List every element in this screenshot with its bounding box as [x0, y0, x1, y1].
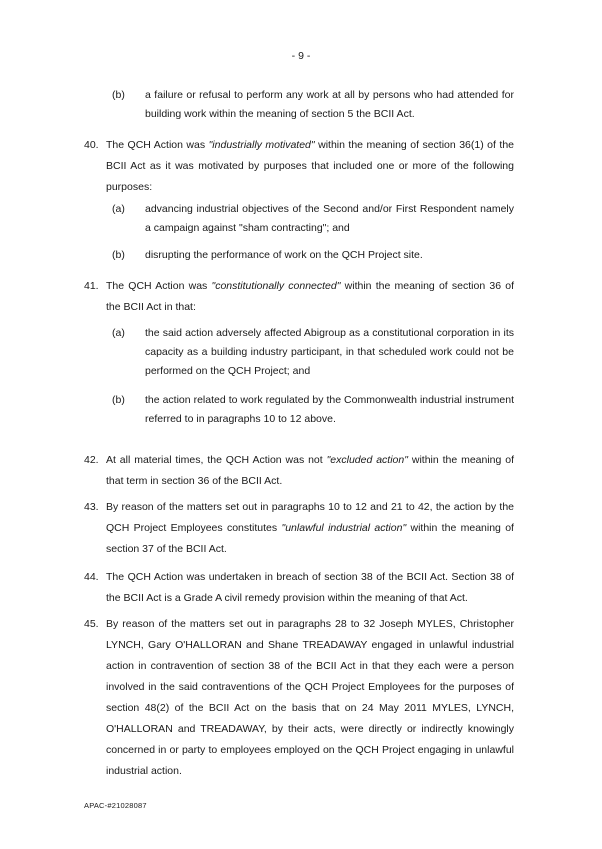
paragraph-40: [84, 135, 514, 198]
subparagraph-text: a failure or refusal to perform any work at all by persons who had attended for building work within the meaning of section 5 the BCII Act.: [145, 89, 514, 120]
defined-term: "excluded action": [326, 454, 408, 466]
paragraph-text: At all material times, the QCH Action was not "excluded action" within the meaning of that term in section 36 of the BCII Act.: [106, 454, 514, 487]
subparagraph-number: (b): [112, 394, 125, 406]
subparagraph-text: disrupting the performance of work on the QCH Project site.: [145, 249, 423, 261]
document-reference-footer: APAC-#21028087: [84, 801, 147, 810]
paragraph-45: [84, 614, 514, 782]
subparagraph-text: the action related to work regulated by the Commonwealth industrial instrument referred to in paragraphs 10 to 12 above.: [145, 394, 514, 425]
paragraph-number: 41.: [84, 280, 99, 292]
subparagraph-number: (b): [112, 89, 125, 101]
paragraph-text: The QCH Action was "industrially motivated" within the meaning of section 36(1) of the BCII Act as it was motivated by purposes that included one or more of the following purposes:: [106, 139, 515, 193]
subparagraph-number: (a): [112, 203, 125, 215]
defined-term: "constitutionally connected": [211, 280, 341, 292]
defined-term: "industrially motivated": [208, 139, 315, 151]
subparagraph-39b: [112, 86, 514, 124]
paragraph-43: [84, 497, 514, 560]
subparagraph-41b: [112, 391, 514, 429]
paragraph-text: By reason of the matters set out in paragraphs 10 to 12 and 21 to 42, the action by the QCH Project Employees constitutes "unlawful industrial action" within the meaning of section 37 of the BCII Act.: [106, 501, 514, 555]
paragraph-text: By reason of the matters set out in paragraphs 28 to 32 Joseph MYLES, Christopher LYNCH, Gary O'HALLORAN and Shane TREADAWAY engaged in unlawful industrial action in contravention of section 38 of the BCII Act in that they each were a person involved in the said contraventions of the QCH Project Employees for the purposes of section 48(2) of the BCII Act on the basis that on 24 May 2011 MYLES, LYNCH, O'HALLORAN and TREADAWAY, by their acts, were directly or indirectly knowingly concerned in or party to employees employed on the QCH Project engaging in unlawful industrial action.: [106, 618, 514, 777]
defined-term: "unlawful industrial action": [281, 522, 407, 534]
paragraph-number: 40.: [84, 139, 99, 151]
paragraph-text: The QCH Action was "constitutionally connected" within the meaning of section 36 of the BCII Act in that:: [106, 280, 515, 313]
subparagraph-text: the said action adversely affected Abigroup as a constitutional corporation in its capacity as a building industry participant, in that scheduled work could not be performed on the QCH Project; and: [145, 327, 514, 377]
paragraph-number: 43.: [84, 501, 99, 513]
subparagraph-41a: [112, 324, 514, 381]
paragraph-42: [84, 450, 514, 492]
paragraph-number: 42.: [84, 454, 99, 466]
subparagraph-40b: [112, 246, 514, 265]
subparagraph-number: (a): [112, 327, 125, 339]
subparagraph-number: (b): [112, 249, 125, 261]
paragraph-44: [84, 567, 514, 609]
page-number: - 9 -: [291, 50, 311, 62]
paragraph-number: 45.: [84, 618, 99, 630]
paragraph-41: [84, 276, 514, 318]
paragraph-number: 44.: [84, 571, 99, 583]
subparagraph-text: advancing industrial objectives of the Second and/or First Respondent namely a campaign against "sham contracting"; and: [145, 203, 514, 234]
subparagraph-40a: [112, 200, 514, 238]
paragraph-text: The QCH Action was undertaken in breach of section 38 of the BCII Act. Section 38 of the BCII Act is a Grade A civil remedy provision within the meaning of that Act.: [106, 571, 514, 604]
